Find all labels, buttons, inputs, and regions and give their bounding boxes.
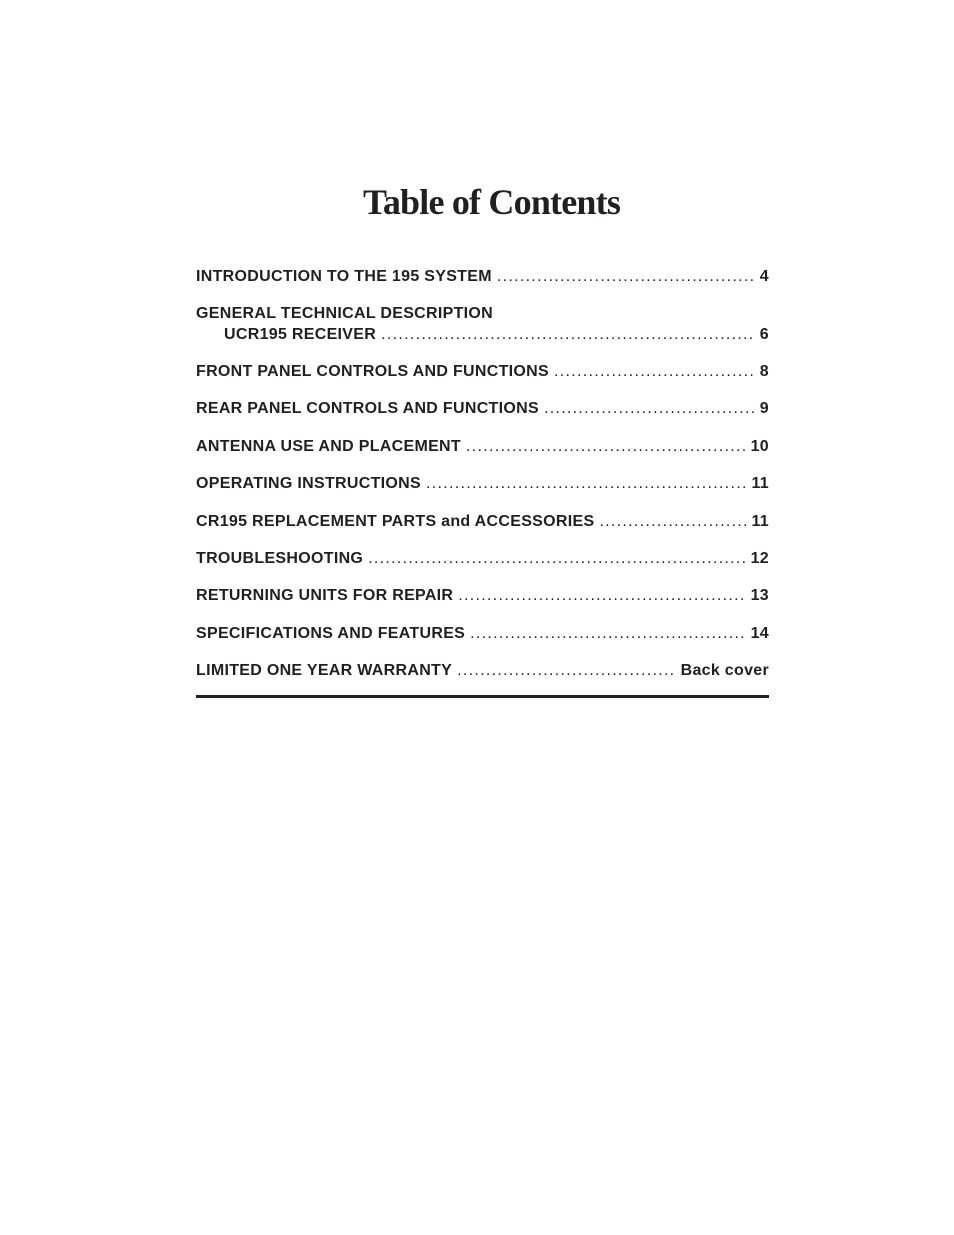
toc-entry-page: 12	[750, 550, 769, 567]
toc-entry-warranty[interactable]	[196, 660, 769, 682]
toc-entry-title: INTRODUCTION TO THE 195 SYSTEM	[196, 268, 492, 285]
toc-dot-leader	[554, 361, 755, 383]
toc-dot-leader	[466, 436, 746, 458]
toc-entry-page: Back cover	[680, 662, 769, 679]
toc-entry-front-panel[interactable]	[196, 361, 769, 383]
toc-entry-title: UCR195 RECEIVER	[224, 326, 377, 343]
toc-entry-operating[interactable]	[196, 473, 769, 495]
toc-entry-specifications[interactable]	[196, 623, 769, 645]
toc-entry-page: 10	[750, 438, 769, 455]
toc-entry-title: TROUBLESHOOTING	[196, 550, 364, 567]
toc-dot-leader	[457, 660, 676, 682]
toc-group-heading: GENERAL TECHNICAL DESCRIPTION	[196, 305, 494, 322]
toc-entry-page: 13	[750, 587, 769, 604]
toc-entry-receiver[interactable]	[196, 324, 769, 346]
bottom-divider	[196, 695, 769, 698]
toc-entry-rear-panel[interactable]	[196, 398, 769, 420]
toc-entry-page: 4	[759, 268, 769, 285]
toc-entry-title: LIMITED ONE YEAR WARRANTY	[196, 662, 453, 679]
toc-entry-repair[interactable]	[196, 585, 769, 607]
toc-dot-leader	[368, 548, 745, 570]
toc-entry-title: FRONT PANEL CONTROLS AND FUNCTIONS	[196, 363, 550, 380]
toc-entry-troubleshooting[interactable]	[196, 548, 769, 570]
toc-entry-title: OPERATING INSTRUCTIONS	[196, 475, 421, 492]
toc-entry-title: ANTENNA USE AND PLACEMENT	[196, 438, 461, 455]
toc-entry-page: 9	[759, 400, 769, 417]
toc-entry-replacement-parts[interactable]	[196, 511, 769, 533]
toc-entry-page: 14	[750, 625, 769, 642]
toc-entry-page: 6	[759, 326, 769, 343]
toc-entry-page: 11	[751, 513, 769, 530]
toc-dot-leader	[381, 324, 755, 346]
toc-dot-leader	[458, 585, 745, 607]
toc-dot-leader	[497, 266, 755, 288]
toc-dot-leader	[599, 511, 746, 533]
toc-dot-leader	[544, 398, 755, 420]
toc-entry-antenna[interactable]	[196, 436, 769, 458]
toc-entry-title: SPECIFICATIONS AND FEATURES	[196, 625, 466, 642]
toc-dot-leader	[470, 623, 745, 645]
toc-entry-page: 8	[759, 363, 769, 380]
toc-entry-title: CR195 REPLACEMENT PARTS and ACCESSORIES	[196, 513, 595, 530]
toc-entry-introduction[interactable]	[196, 266, 769, 288]
toc-dot-leader	[426, 473, 747, 495]
toc-entry-title: REAR PANEL CONTROLS AND FUNCTIONS	[196, 400, 539, 417]
toc-entry-title: RETURNING UNITS FOR REPAIR	[196, 587, 454, 604]
toc-entry-page: 11	[751, 475, 769, 492]
page-title: Table of Contents	[362, 182, 621, 222]
